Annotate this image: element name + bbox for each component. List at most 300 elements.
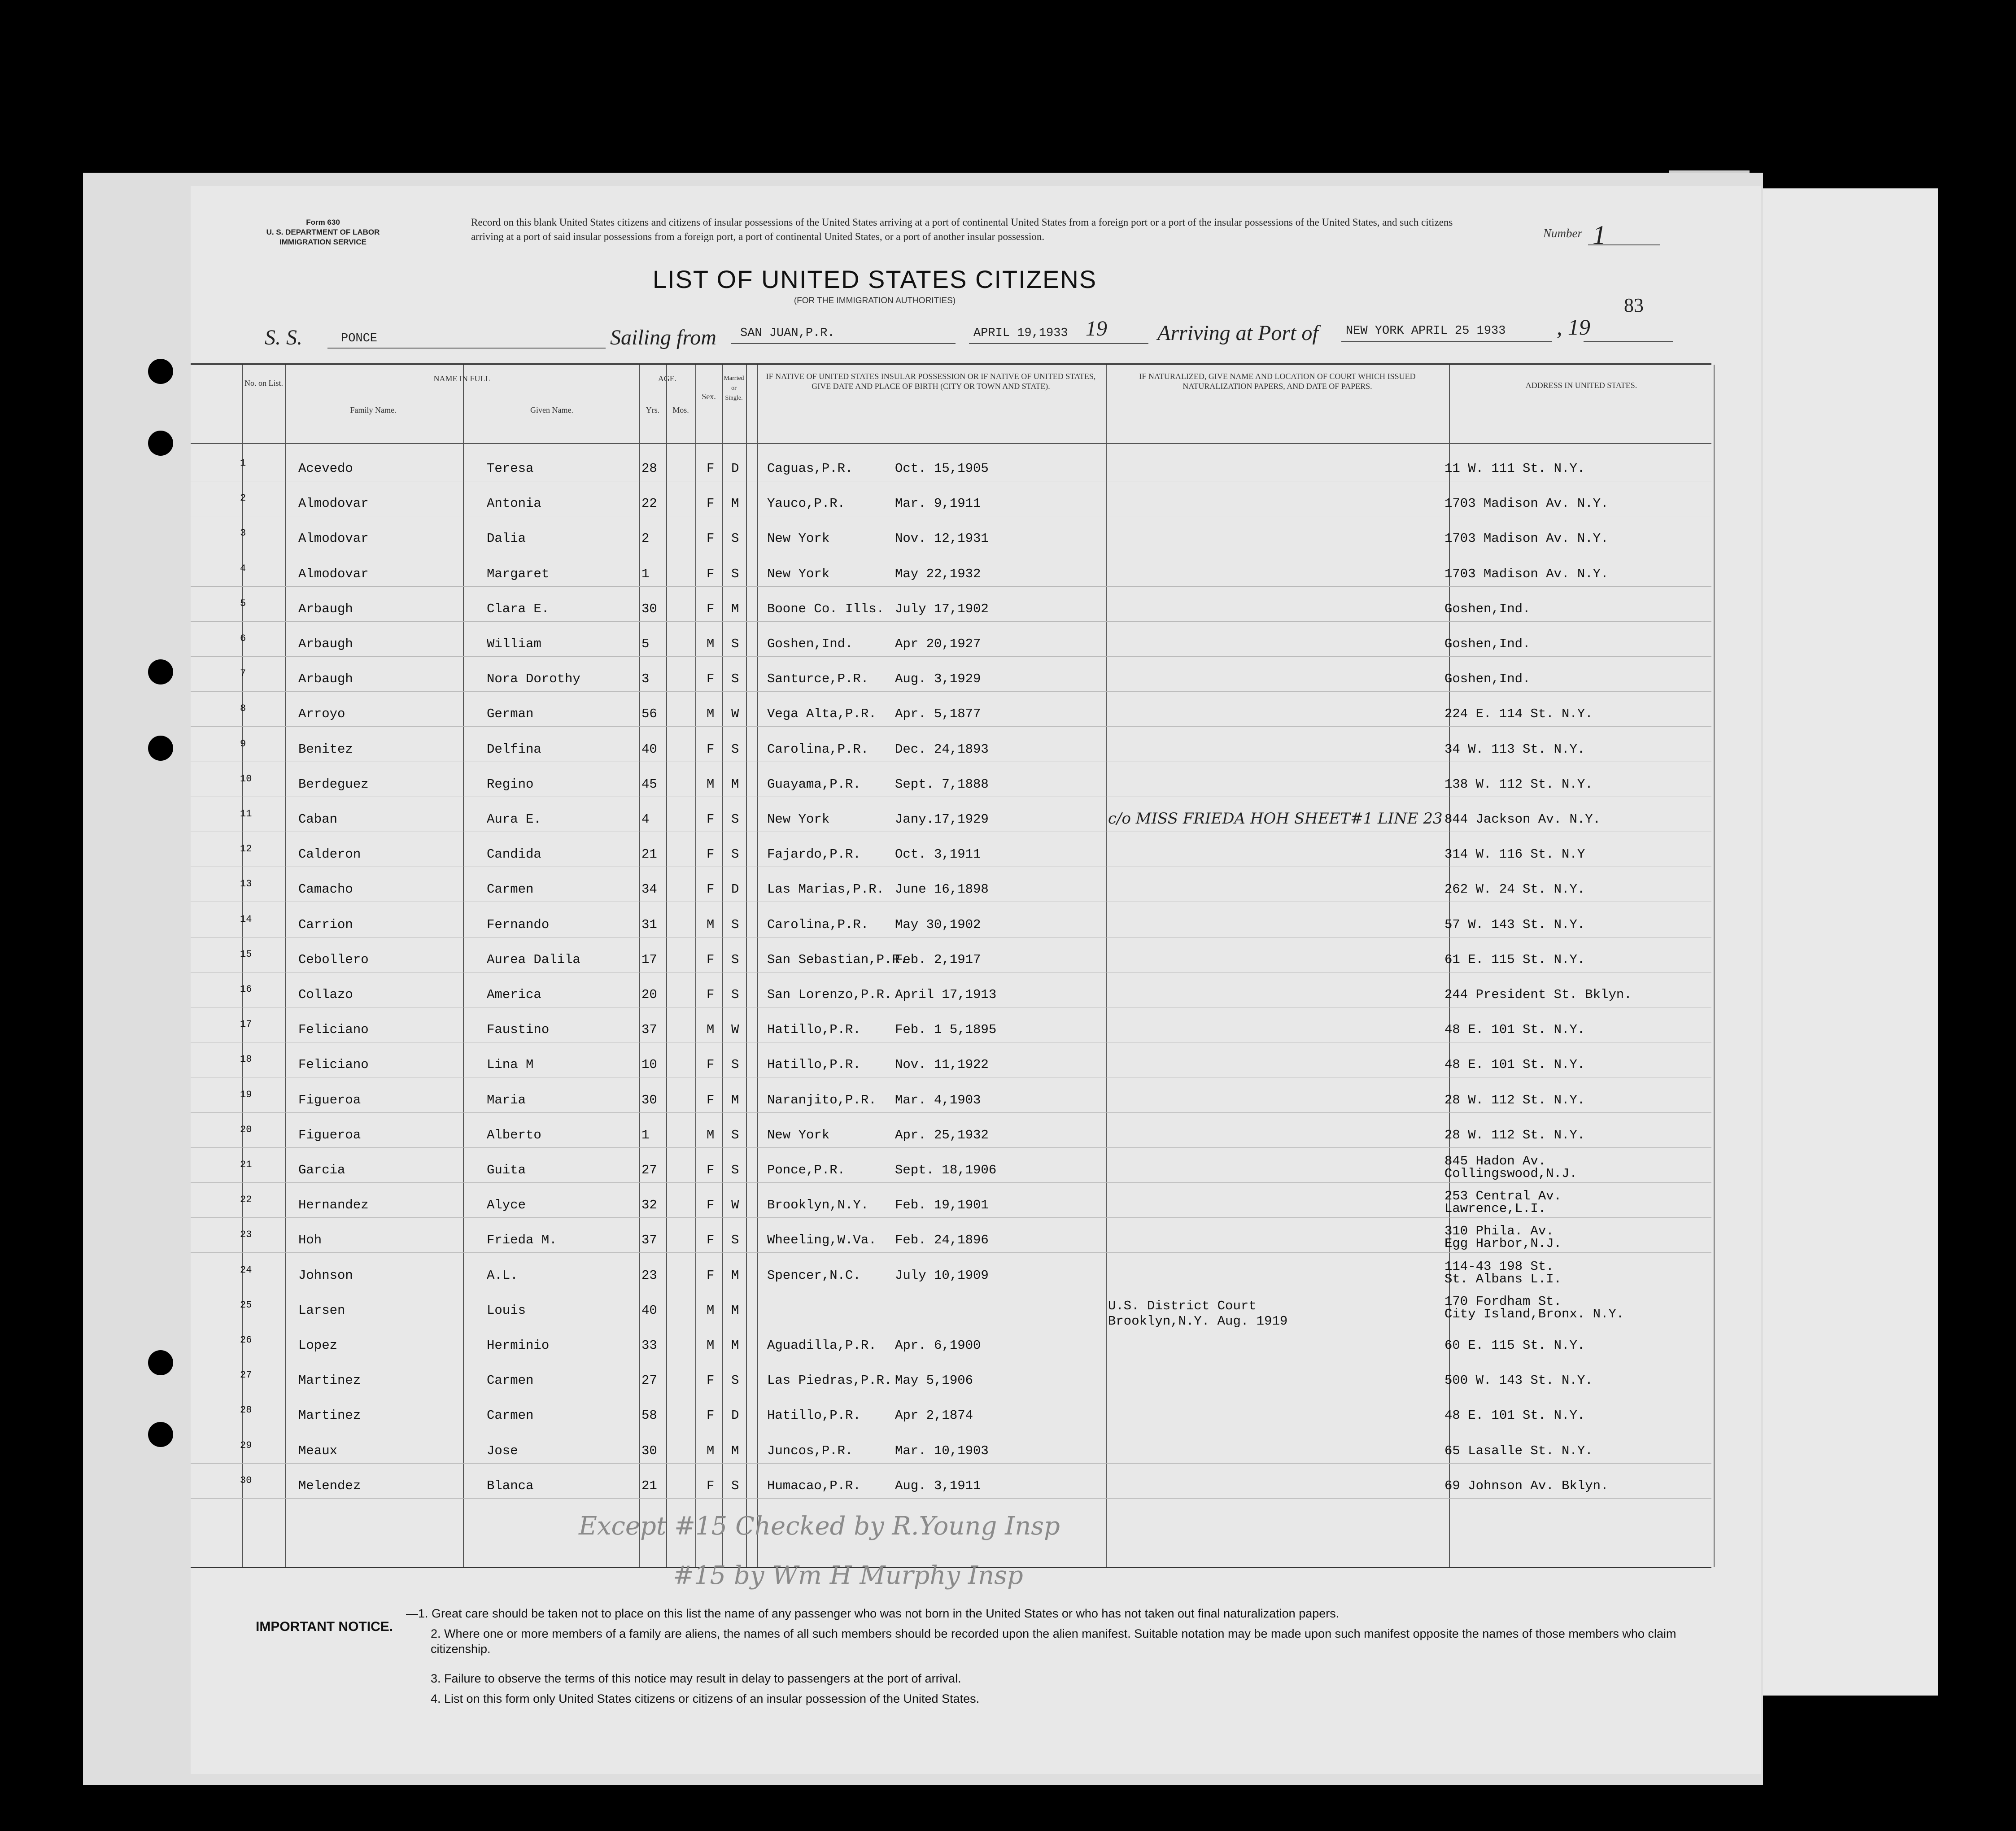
ss-label: S. S. [265, 326, 302, 349]
row-number: 1 [240, 458, 246, 469]
punch-hole [148, 659, 173, 684]
age-years: 17 [641, 952, 657, 967]
birth-place: Hatillo,P.R. [767, 1057, 861, 1072]
notice-item-2: 2. Where one or more members of a family are aliens, the names of all such members should be recorded upon the alien manifest. Suitable notation may be made upon such manifest opposite the names of those members who claim citizenship. [431, 1627, 1676, 1656]
address: 1703 Madison Av. N.Y. [1444, 566, 1609, 581]
family-name: Hernandez [298, 1198, 369, 1213]
given-name: Carmen [487, 882, 534, 897]
birth-date: Sept. 7,1888 [895, 776, 989, 792]
row-number: 28 [240, 1404, 252, 1416]
marital-status: D [731, 1408, 739, 1423]
notice-title: IMPORTANT NOTICE. [256, 1619, 393, 1634]
birth-date: Dec. 24,1893 [895, 741, 989, 757]
table-row [191, 909, 1711, 945]
age-years: 27 [641, 1163, 657, 1177]
sex: M [707, 776, 715, 792]
sex: M [707, 1022, 715, 1038]
year-suffix-from: 19 [1086, 317, 1107, 340]
given-name: Lina M [487, 1057, 534, 1072]
punch-hole [148, 736, 173, 761]
address: 1703 Madison Av. N.Y. [1444, 531, 1609, 546]
row-number: 29 [240, 1439, 252, 1451]
birth-date: Mar. 9,1911 [895, 496, 981, 511]
birth-date: June 16,1898 [895, 882, 989, 897]
age-years: 31 [641, 917, 657, 932]
birth-date: Apr 20,1927 [895, 636, 981, 651]
table-row [191, 663, 1711, 699]
sex: F [707, 1233, 715, 1248]
row-number: 21 [240, 1159, 252, 1170]
row-number: 19 [240, 1089, 252, 1100]
sex: F [707, 461, 715, 476]
table-row [191, 558, 1711, 594]
year-suffix-to: , 19 [1557, 314, 1590, 340]
address: Goshen,Ind. [1444, 636, 1531, 651]
address: 500 W. 143 St. N.Y. [1444, 1373, 1593, 1388]
birth-place: Yauco,P.R. [767, 496, 846, 511]
row-number: 9 [240, 738, 246, 750]
birth-place: New York [767, 566, 830, 581]
birth-date: Mar. 10,1903 [895, 1443, 989, 1458]
notice-item-1: —1. Great care should be taken not to place on this list the name of any passenger who was not born in the United States or who has not taken out final naturalization papers. [406, 1607, 1340, 1620]
row-number: 7 [240, 668, 246, 680]
birth-date: Apr. 25,1932 [895, 1127, 989, 1142]
family-name: Larsen [298, 1303, 345, 1318]
header-yrs: Yrs. [646, 405, 660, 414]
sex: M [707, 1443, 715, 1458]
marital-status: S [731, 847, 739, 862]
table-row [191, 839, 1711, 875]
table-row [191, 979, 1711, 1015]
sex: F [707, 812, 715, 827]
birth-date: May 22,1932 [895, 566, 981, 581]
sex: F [707, 531, 715, 546]
age-years: 23 [641, 1268, 657, 1283]
given-name: Carmen [487, 1373, 534, 1388]
given-name: Carmen [487, 1408, 534, 1423]
header-address: ADDRESS IN UNITED STATES. [1525, 381, 1637, 390]
address: 28 W. 112 St. N.Y. [1444, 1092, 1585, 1107]
age-years: 33 [641, 1338, 657, 1353]
row-number: 30 [240, 1474, 252, 1486]
address: 34 W. 113 St. N.Y. [1444, 741, 1585, 757]
age-years: 5 [641, 636, 650, 651]
header-family-name: Family Name. [350, 405, 397, 414]
address: 1703 Madison Av. N.Y. [1444, 496, 1609, 511]
address: Goshen,Ind. [1444, 601, 1531, 616]
row-number: 20 [240, 1124, 252, 1135]
age-years: 2 [641, 531, 650, 546]
address: 61 E. 115 St. N.Y. [1444, 952, 1585, 967]
stamp-number: 83 [1624, 294, 1644, 316]
table-row [191, 1014, 1711, 1050]
table-row [191, 1435, 1711, 1471]
header-age: AGE. [658, 374, 677, 383]
given-name: Louis [487, 1303, 526, 1318]
checked-note-1: Except #15 Checked by R.Young Insp [579, 1512, 1060, 1541]
family-name: Martinez [298, 1408, 361, 1423]
marital-status: S [731, 1127, 739, 1142]
birth-date: Oct. 3,1911 [895, 847, 981, 862]
given-name: Clara E. [487, 601, 550, 616]
row-number: 6 [240, 633, 246, 644]
given-name: Herminio [487, 1338, 550, 1353]
court-line1: U.S. District Court [1108, 1299, 1257, 1313]
given-name: Alyce [487, 1198, 526, 1213]
family-name: Arbaugh [298, 671, 353, 687]
marital-status: M [731, 1338, 739, 1353]
sex: M [707, 636, 715, 651]
address: Goshen,Ind. [1444, 671, 1531, 687]
birth-date: May 30,1902 [895, 917, 981, 932]
birth-place: Las Piedras,P.R. [767, 1373, 892, 1388]
birth-place: Santurce,P.R. [767, 671, 869, 687]
given-name: Aurea Dalila [487, 952, 580, 967]
birth-date: Apr. 5,1877 [895, 706, 981, 722]
row-number: 23 [240, 1229, 252, 1241]
date-from: APRIL 19,1933 [973, 327, 1068, 340]
table-row [191, 1400, 1711, 1436]
sex: F [707, 1373, 715, 1388]
row-number: 13 [240, 878, 252, 890]
birth-date: July 10,1909 [895, 1268, 989, 1283]
marital-status: M [731, 1303, 739, 1318]
sex: F [707, 671, 715, 687]
sex: F [707, 566, 715, 581]
family-name: Almodovar [298, 566, 369, 581]
table-row [191, 1295, 1711, 1331]
given-name: Alberto [487, 1127, 541, 1142]
marital-status: M [731, 601, 739, 616]
sex: F [707, 882, 715, 897]
address: 48 E. 101 St. N.Y. [1444, 1408, 1585, 1423]
number-label: Number [1543, 227, 1582, 240]
underlying-sheet [1736, 188, 1938, 1696]
table-row [191, 593, 1711, 629]
table-row [191, 1120, 1711, 1155]
address: 224 E. 114 St. N.Y. [1444, 706, 1593, 722]
birth-date: Feb. 1 5,1895 [895, 1022, 997, 1038]
marital-status: S [731, 1057, 739, 1072]
row-number: 24 [240, 1264, 252, 1276]
given-name: Frieda M. [487, 1233, 557, 1248]
sex: F [707, 1478, 715, 1493]
birth-date: April 17,1913 [895, 987, 997, 1002]
sex: F [707, 1268, 715, 1283]
page-subtitle: (FOR THE IMMIGRATION AUTHORITIES) [794, 296, 956, 305]
birth-place: Humacao,P.R. [767, 1478, 861, 1493]
ship-name: PONCE [341, 332, 378, 345]
age-years: 32 [641, 1198, 657, 1213]
notice-item-3: 3. Failure to observe the terms of this notice may result in delay to passengers at the port of arrival. [431, 1672, 961, 1685]
address: 11 W. 111 St. N.Y. [1444, 461, 1585, 476]
header-no: No. on List. [244, 379, 283, 388]
table-row [191, 453, 1711, 489]
table-row [191, 1260, 1711, 1296]
age-years: 30 [641, 601, 657, 616]
service: IMMIGRATION SERVICE [279, 238, 367, 246]
age-years: 21 [641, 1478, 657, 1493]
family-name: Benitez [298, 741, 353, 757]
birth-place: Juncos,P.R. [767, 1443, 853, 1458]
department: U. S. DEPARTMENT OF LABOR [266, 228, 380, 236]
birth-place: Hatillo,P.R. [767, 1408, 861, 1423]
family-name: Feliciano [298, 1057, 369, 1072]
given-name: A.L. [487, 1268, 518, 1283]
address: 65 Lasalle St. N.Y. [1444, 1443, 1593, 1458]
given-name: Teresa [487, 461, 534, 476]
marital-status: S [731, 566, 739, 581]
address-line2: City Island,Bronx. N.Y. [1444, 1306, 1624, 1321]
sex: F [707, 1198, 715, 1213]
given-name: Faustino [487, 1022, 550, 1038]
family-name: Arroyo [298, 706, 345, 722]
family-name: Almodovar [298, 496, 369, 511]
row-number: 2 [240, 493, 246, 504]
sailing-label: Sailing from [610, 326, 716, 349]
birth-place: New York [767, 812, 830, 827]
birth-place: Brooklyn,N.Y. [767, 1198, 869, 1213]
marital-status: M [731, 1092, 739, 1107]
sex: F [707, 1092, 715, 1107]
port-to: NEW YORK APRIL 25 1933 [1346, 324, 1506, 338]
sex: M [707, 1303, 715, 1318]
marital-status: W [731, 1198, 739, 1213]
table-row [191, 734, 1711, 770]
court-line2: Brooklyn,N.Y. Aug. 1919 [1108, 1314, 1288, 1329]
family-name: Carrion [298, 917, 353, 932]
family-name: Garcia [298, 1163, 345, 1177]
table-row [191, 1190, 1711, 1225]
table-row [191, 1470, 1711, 1506]
table-row [191, 523, 1711, 559]
family-name: Lopez [298, 1338, 338, 1353]
address: 170 Fordham St. [1444, 1294, 1562, 1309]
marital-status: S [731, 1233, 739, 1248]
birth-place: Aguadilla,P.R. [767, 1338, 877, 1353]
age-years: 28 [641, 461, 657, 476]
table-row [191, 628, 1711, 664]
given-name: Guita [487, 1163, 526, 1177]
row-number: 18 [240, 1054, 252, 1065]
given-name: Fernando [487, 917, 550, 932]
birth-place: Hatillo,P.R. [767, 1022, 861, 1038]
birth-date: May 5,1906 [895, 1373, 973, 1388]
address-line2: Collingswood,N.J. [1444, 1166, 1577, 1181]
sex: F [707, 1408, 715, 1423]
address: 314 W. 116 St. N.Y [1444, 847, 1585, 862]
row11-note: c/o MISS FRIEDA HOH SHEET#1 LINE 23 [1108, 810, 1443, 828]
address: 844 Jackson Av. N.Y. [1444, 812, 1601, 827]
table-row [191, 804, 1711, 840]
arriving-label: Arriving at Port of [1157, 321, 1318, 345]
birth-place: Carolina,P.R. [767, 917, 869, 932]
family-name: Arbaugh [298, 636, 353, 651]
marital-status: S [731, 1163, 739, 1177]
marital-status: S [731, 636, 739, 651]
sex: F [707, 1057, 715, 1072]
punch-hole [148, 359, 173, 384]
family-name: Almodovar [298, 531, 369, 546]
family-name: Calderon [298, 847, 361, 862]
family-name: Feliciano [298, 1022, 369, 1038]
header-name-in-full: NAME IN FULL [433, 374, 490, 383]
table-row [191, 1049, 1711, 1085]
birth-place: Spencer,N.C. [767, 1268, 861, 1283]
birth-date: Aug. 3,1911 [895, 1478, 981, 1493]
naturalization-court [1108, 1299, 1287, 1329]
row-number: 16 [240, 984, 252, 995]
header-mos: Mos. [672, 405, 689, 414]
family-name: Acevedo [298, 461, 353, 476]
given-name: Antonia [487, 496, 541, 511]
given-name: Delfina [487, 741, 541, 757]
age-years: 4 [641, 812, 650, 827]
birth-place: New York [767, 1127, 830, 1142]
birth-place: Vega Alta,P.R. [767, 706, 877, 722]
birth-date: Apr 2,1874 [895, 1408, 973, 1423]
row-number: 15 [240, 948, 252, 960]
marital-status: S [731, 917, 739, 932]
row-number: 11 [240, 808, 252, 820]
marital-status: D [731, 882, 739, 897]
family-name: Cebollero [298, 952, 369, 967]
birth-place: San Sebastian,P.R. [767, 952, 908, 967]
birth-date: Oct. 15,1905 [895, 461, 989, 476]
sex: F [707, 601, 715, 616]
age-years: 30 [641, 1443, 657, 1458]
header-birth: IF NATIVE OF UNITED STATES INSULAR POSSESSION OR IF NATIVE OF UNITED STATES, GIVE DATE AND PLACE OF BIRTH (CITY OR TOWN AND STATE). [766, 372, 1096, 391]
age-years: 37 [641, 1233, 657, 1248]
family-name: Figueroa [298, 1092, 361, 1107]
header-married: Married or Single. [724, 375, 744, 401]
punch-hole [148, 431, 173, 456]
checked-note-2: #15 by Wm H Murphy Insp [673, 1561, 1023, 1590]
birth-place: San Lorenzo,P.R. [767, 987, 892, 1002]
marital-status: M [731, 1443, 739, 1458]
given-name: Blanca [487, 1478, 534, 1493]
given-name: German [487, 706, 534, 722]
record-instructions: Record on this blank United States citizens and citizens of insular possessions of the United States arriving at a port of continental United States from a foreign port or a port of the insular possessions of the United States, and such citizens arriving at a port of said insular possessions from a foreign port, a port of continental United States, or a port of another insular possession. [471, 217, 1453, 242]
table-row [191, 769, 1711, 805]
family-name: Meaux [298, 1443, 338, 1458]
given-name: Dalia [487, 531, 526, 546]
page-title: LIST OF UNITED STATES CITIZENS [652, 265, 1097, 293]
given-name: Candida [487, 847, 541, 862]
birth-date: Aug. 3,1929 [895, 671, 981, 687]
birth-date: Feb. 2,1917 [895, 952, 981, 967]
sex: M [707, 706, 715, 722]
sex: F [707, 496, 715, 511]
sex: M [707, 917, 715, 932]
table-row [191, 1330, 1711, 1366]
address: 28 W. 112 St. N.Y. [1444, 1127, 1585, 1142]
row-number: 8 [240, 703, 246, 715]
age-years: 34 [641, 882, 657, 897]
sex: F [707, 952, 715, 967]
sex: F [707, 987, 715, 1002]
marital-status: D [731, 461, 739, 476]
marital-status: S [731, 812, 739, 827]
birth-place: Carolina,P.R. [767, 741, 869, 757]
age-years: 22 [641, 496, 657, 511]
given-name: America [487, 987, 541, 1002]
birth-date: Apr. 6,1900 [895, 1338, 981, 1353]
family-name: Hoh [298, 1233, 322, 1248]
address: 244 President St. Bklyn. [1444, 987, 1632, 1002]
address: 253 Central Av. [1444, 1189, 1562, 1204]
form-number: Form 630 [306, 218, 340, 227]
age-years: 1 [641, 566, 650, 581]
marital-status: S [731, 531, 739, 546]
birth-place: Wheeling,W.Va. [767, 1233, 877, 1248]
row-number: 12 [240, 843, 252, 855]
sex: F [707, 847, 715, 862]
birth-date: Nov. 12,1931 [895, 531, 989, 546]
row-number: 10 [240, 773, 252, 785]
given-name: Regino [487, 776, 534, 792]
given-name: Nora Dorothy [487, 671, 580, 687]
family-name: Arbaugh [298, 601, 353, 616]
notice-item-4: 4. List on this form only United States citizens or citizens of an insular possession of the United States. [431, 1692, 980, 1705]
age-years: 3 [641, 671, 650, 687]
birth-place: New York [767, 531, 830, 546]
family-name: Collazo [298, 987, 353, 1002]
given-name: Maria [487, 1092, 526, 1107]
table-row [191, 488, 1711, 524]
age-years: 21 [641, 847, 657, 862]
marital-status: M [731, 496, 739, 511]
marital-status: M [731, 1268, 739, 1283]
age-years: 20 [641, 987, 657, 1002]
address: 48 E. 101 St. N.Y. [1444, 1022, 1585, 1038]
row-number: 3 [240, 528, 246, 539]
age-years: 45 [641, 776, 657, 792]
birth-place: Naranjito,P.R. [767, 1092, 877, 1107]
marital-status: W [731, 706, 739, 722]
address: 310 Phila. Av. [1444, 1224, 1554, 1239]
family-name: Figueroa [298, 1127, 361, 1142]
age-years: 30 [641, 1092, 657, 1107]
family-name: Camacho [298, 882, 353, 897]
row-number: 14 [240, 913, 252, 925]
row-number: 22 [240, 1194, 252, 1206]
table-row [191, 1085, 1711, 1120]
address-line2: Lawrence,L.I. [1444, 1201, 1546, 1216]
table-row [191, 698, 1711, 734]
address: 48 E. 101 St. N.Y. [1444, 1057, 1585, 1072]
birth-place: Goshen,Ind. [767, 636, 853, 651]
address: 114-43 198 St. [1444, 1259, 1554, 1274]
address-line2: Egg Harbor,N.J. [1444, 1236, 1562, 1251]
form-meta [238, 218, 408, 247]
header-naturalized: IF NATURALIZED, GIVE NAME AND LOCATION OF COURT WHICH ISSUED NATURALIZATION PAPERS, AND DATE OF PAPERS. [1139, 372, 1416, 391]
table-row [191, 1155, 1711, 1190]
punch-hole [148, 1422, 173, 1447]
table-row [191, 944, 1711, 980]
family-name: Johnson [298, 1268, 353, 1283]
marital-status: S [731, 1373, 739, 1388]
birth-date: Feb. 24,1896 [895, 1233, 989, 1248]
birth-place: Caguas,P.R. [767, 461, 853, 476]
table-row [191, 874, 1711, 910]
birth-date: Jany.17,1929 [895, 812, 989, 827]
family-name: Berdeguez [298, 776, 369, 792]
marital-status: S [731, 987, 739, 1002]
birth-place: Boone Co. Ills. [767, 601, 885, 616]
row-number: 26 [240, 1334, 252, 1346]
header-given-name: Given Name. [530, 405, 573, 414]
